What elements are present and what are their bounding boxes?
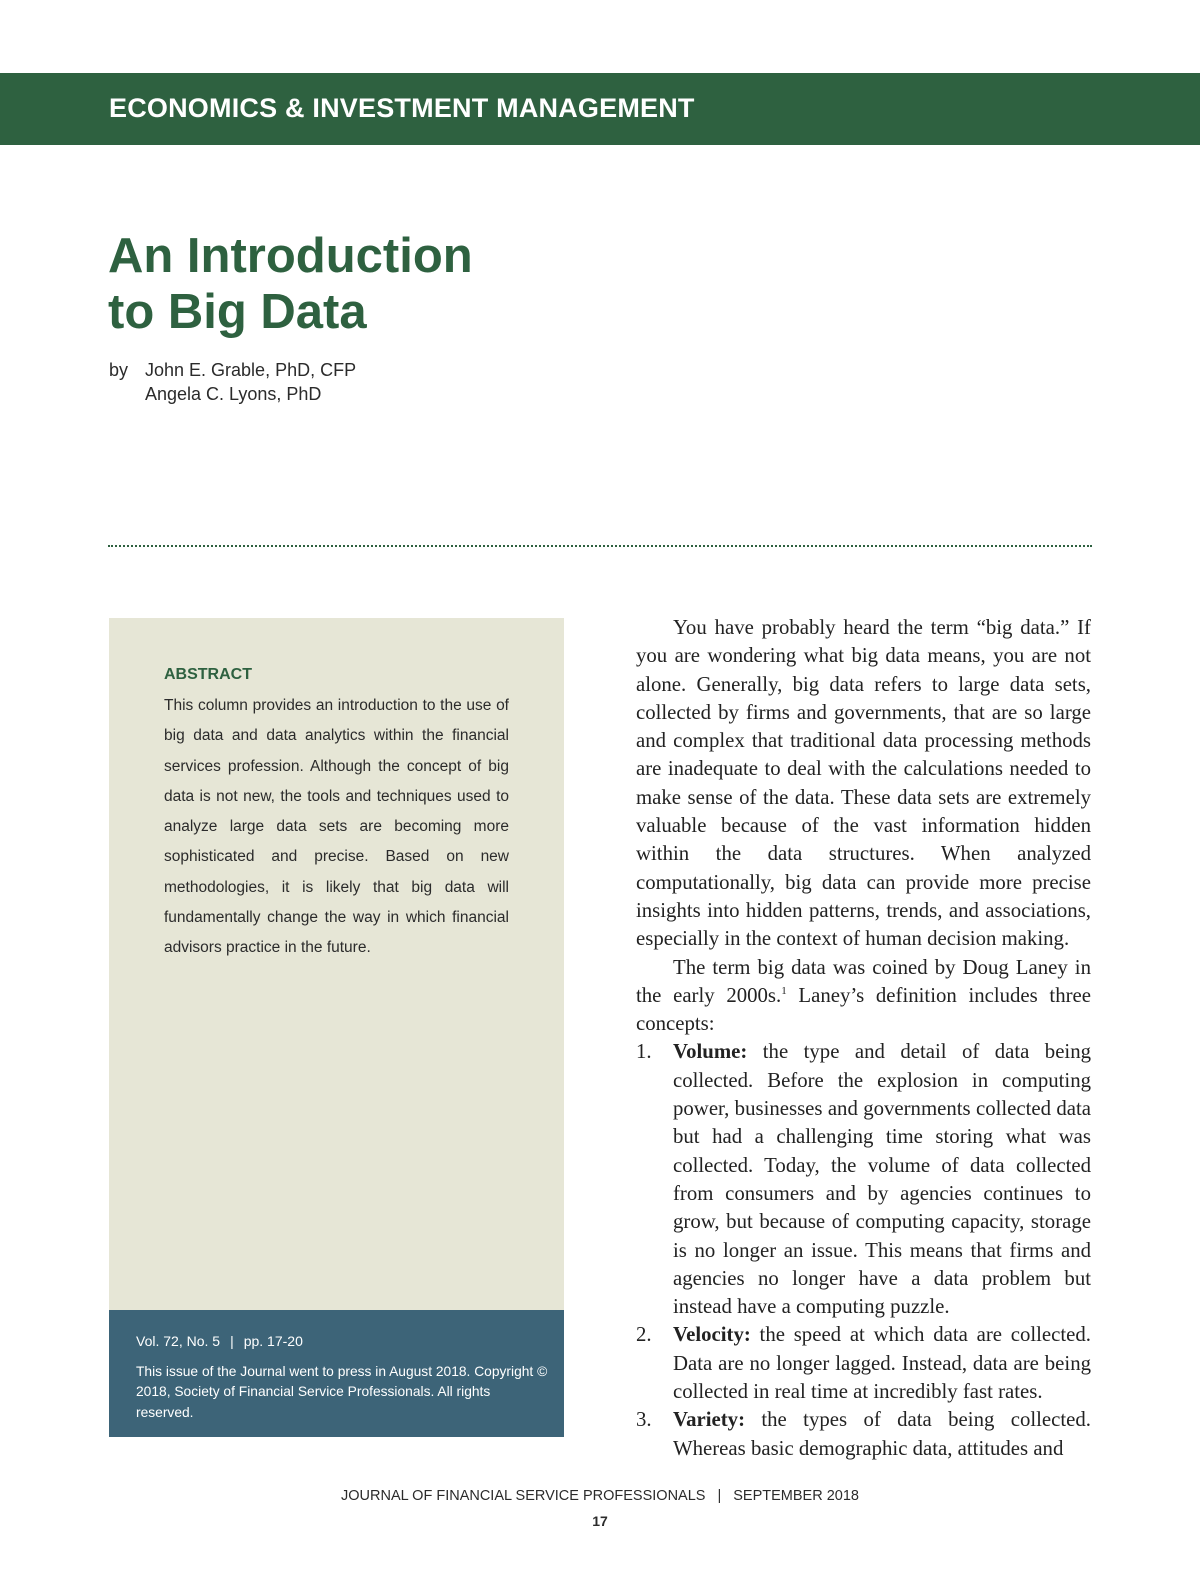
body-paragraph bbox=[636, 954, 1091, 1039]
concept-term: Volume: bbox=[673, 1040, 748, 1064]
paragraph-text: The term big data was coined by Doug Laney in the early 2000s. bbox=[636, 955, 1091, 1007]
concept-list bbox=[636, 1038, 1091, 1462]
copyright-note: This issue of the Journal went to press in August 2018. Copyright © 2018, Society of Financial Service Professionals. All rights reserved. bbox=[136, 1364, 548, 1420]
page-footer bbox=[0, 1488, 1200, 1504]
concept-item bbox=[636, 1321, 1091, 1406]
concept-number: 3. bbox=[636, 1408, 652, 1432]
journal-name: JOURNAL OF FINANCIAL SERVICE PROFESSIONALS bbox=[341, 1488, 706, 1504]
page-number: 17 bbox=[592, 1513, 608, 1529]
article-title bbox=[108, 228, 628, 340]
abstract-text: This column provides an introduction to the use of big data and data analytics within the financial services profession. Although the concept of big data is not new, the tools and techniques used to analyze large data sets are becoming more sophisticated and precise. Based on new methodologies, it is likely that big data will fundamentally change the way in which financial advisors practice in the future. bbox=[164, 697, 509, 957]
concept-item bbox=[636, 1406, 1091, 1463]
dotted-divider bbox=[108, 545, 1092, 547]
concept-description: the speed at which data are collected. Data are no longer lagged. Instead, data are being collected in real time at incredibly fast rates. bbox=[673, 1323, 1091, 1404]
volume-separator: | bbox=[230, 1333, 234, 1349]
author-name: Angela C. Lyons, PhD bbox=[145, 384, 322, 404]
concept-description: the types of data being collected. Whereas basic demographic data, attitudes and bbox=[673, 1408, 1091, 1460]
volume-number: Vol. 72, No. 5 bbox=[136, 1333, 221, 1349]
footer-separator: | bbox=[717, 1488, 722, 1504]
volume-line bbox=[136, 1333, 303, 1349]
issue-date: SEPTEMBER 2018 bbox=[733, 1488, 859, 1504]
concept-term: Variety: bbox=[673, 1408, 745, 1432]
concept-description: the type and detail of data being collected. Before the explosion in computing power, businesses and governments collected data but had a challenging time storing what was collected. Today, the volume of data collected from consumers and by agencies continues to grow, but because of computing capacity, storage is no longer an issue. This means that firms and agencies no longer have a data problem but instead have a computing puzzle. bbox=[673, 1040, 1091, 1319]
article-title-line-2: to Big Data bbox=[108, 285, 367, 339]
paragraph-text: Laney’s definition includes three concepts: bbox=[636, 983, 1091, 1036]
page-range: pp. 17-20 bbox=[243, 1333, 303, 1349]
byline-by: by bbox=[109, 360, 129, 380]
author-list bbox=[145, 358, 465, 406]
footnote-marker[interactable]: 1 bbox=[781, 984, 787, 997]
author-name: John E. Grable, PhD, CFP bbox=[145, 360, 357, 380]
concept-term: Velocity: bbox=[673, 1323, 751, 1347]
article-body bbox=[636, 614, 1091, 1463]
abstract-heading: ABSTRACT bbox=[164, 666, 252, 683]
section-title: ECONOMICS & INVESTMENT MANAGEMENT bbox=[109, 93, 695, 123]
concept-item bbox=[636, 1038, 1091, 1321]
publication-info-box bbox=[109, 1310, 564, 1437]
section-banner bbox=[0, 73, 1200, 145]
concept-number: 1. bbox=[636, 1040, 652, 1064]
body-paragraph: You have probably heard the term “big data.” If you are wondering what big data means, you are not alone. Generally, big data refers to large data sets, collected by firms and governments, that are so large and complex that traditional data processing methods are inadequate to deal with the calculations needed to make sense of the data. These data sets are extremely valuable because of the vast information hidden within the data structures. When analyzed computationally, big data can provide more precise insights into hidden patterns, trends, and associations, especially in the context of human decision making. bbox=[636, 616, 1091, 951]
abstract-box bbox=[109, 618, 564, 1310]
concept-number: 2. bbox=[636, 1323, 652, 1347]
article-title-line-1: An Introduction bbox=[108, 229, 473, 283]
